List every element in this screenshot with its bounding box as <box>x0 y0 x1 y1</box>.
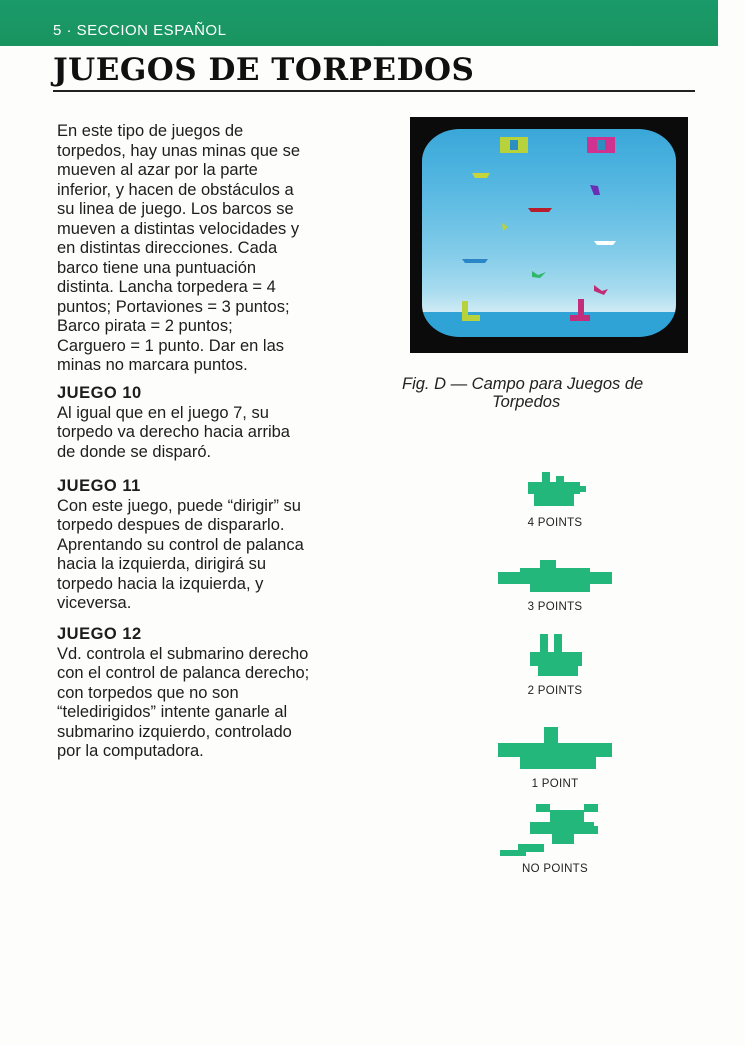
points-label: 1 POINT <box>531 778 579 790</box>
points-item-2 <box>490 632 620 697</box>
points-label: 2 POINTS <box>527 685 583 697</box>
game-12-section <box>57 625 357 762</box>
torpedo-boat-icon <box>490 468 620 512</box>
intro-paragraph <box>57 122 357 376</box>
crt-display <box>422 129 676 337</box>
game-screen-figure <box>410 117 688 353</box>
game-11-text: Con este juego, puede “dirigir” su torpedo despues de dispararlo. Aprentando su control de palanca hacia la izquierda, dirigirá su torpedo hacia la izquierda, y viceversa. <box>57 496 304 612</box>
points-label: 4 POINTS <box>527 517 583 529</box>
points-label: NO POINTS <box>522 863 588 875</box>
points-item-4 <box>490 468 620 529</box>
game-11-section <box>57 477 357 614</box>
mine-icon <box>490 802 620 858</box>
title-rule <box>53 90 695 92</box>
points-label: 3 POINTS <box>527 601 583 613</box>
points-item-0 <box>490 802 620 875</box>
page-title: JUEGOS DE TORPEDOS <box>53 52 475 88</box>
playfield-sprites <box>422 129 676 337</box>
aircraft-carrier-icon <box>490 558 620 596</box>
ship-sprite <box>594 241 616 245</box>
ship-sprite <box>472 173 490 178</box>
section-label: 5 · SECCION ESPAÑOL <box>53 22 227 39</box>
game-10-text: Al igual que en el juego 7, su torpedo va derecho hacia arriba de donde se disparó. <box>57 403 290 461</box>
game-11-heading: JUEGO 11 <box>57 477 141 495</box>
section-header-bar <box>0 0 718 46</box>
intro-text: En este tipo de juegos de torpedos, hay unas minas que se mueven al azar por la parte inferior, y hacen de obstáculos a su linea de juego. Los barcos se mueven a distintas velocidades y en distintas direcciones. Cada barco tiene una puntuación distinta. Lancha torpedera = 4 puntos; Portaviones = 3 puntos; Barco pirata = 2 puntos; Carguero = 1 punto. Dar en las minas no marcara puntos. <box>57 122 301 374</box>
game-10-heading: JUEGO 10 <box>57 384 142 402</box>
points-item-1 <box>490 725 620 790</box>
mine-sprite <box>594 285 608 295</box>
ship-sprite <box>528 208 552 212</box>
game-12-heading: JUEGO 12 <box>57 625 142 643</box>
right-submarine <box>578 299 584 317</box>
freighter-icon <box>490 725 620 773</box>
points-item-3 <box>490 558 620 613</box>
left-submarine <box>462 301 468 317</box>
pirate-ship-icon <box>490 632 620 680</box>
game-10-section <box>57 384 357 462</box>
ship-sprite <box>590 185 600 195</box>
mine-sprite <box>502 223 508 231</box>
game-12-text: Vd. controla el submarino derecho con el control de palanca derecho; con torpedos que no son “teledirigidos” intente ganarle al submarino izquierdo, controlado por la computadora. <box>57 644 310 760</box>
ship-sprite <box>462 259 488 263</box>
caption-line-1: Fig. D — Campo para Juegos de <box>402 375 644 393</box>
caption-line-2: Torpedos <box>492 393 561 411</box>
figure-caption <box>400 375 700 411</box>
mine-sprite <box>532 271 546 278</box>
